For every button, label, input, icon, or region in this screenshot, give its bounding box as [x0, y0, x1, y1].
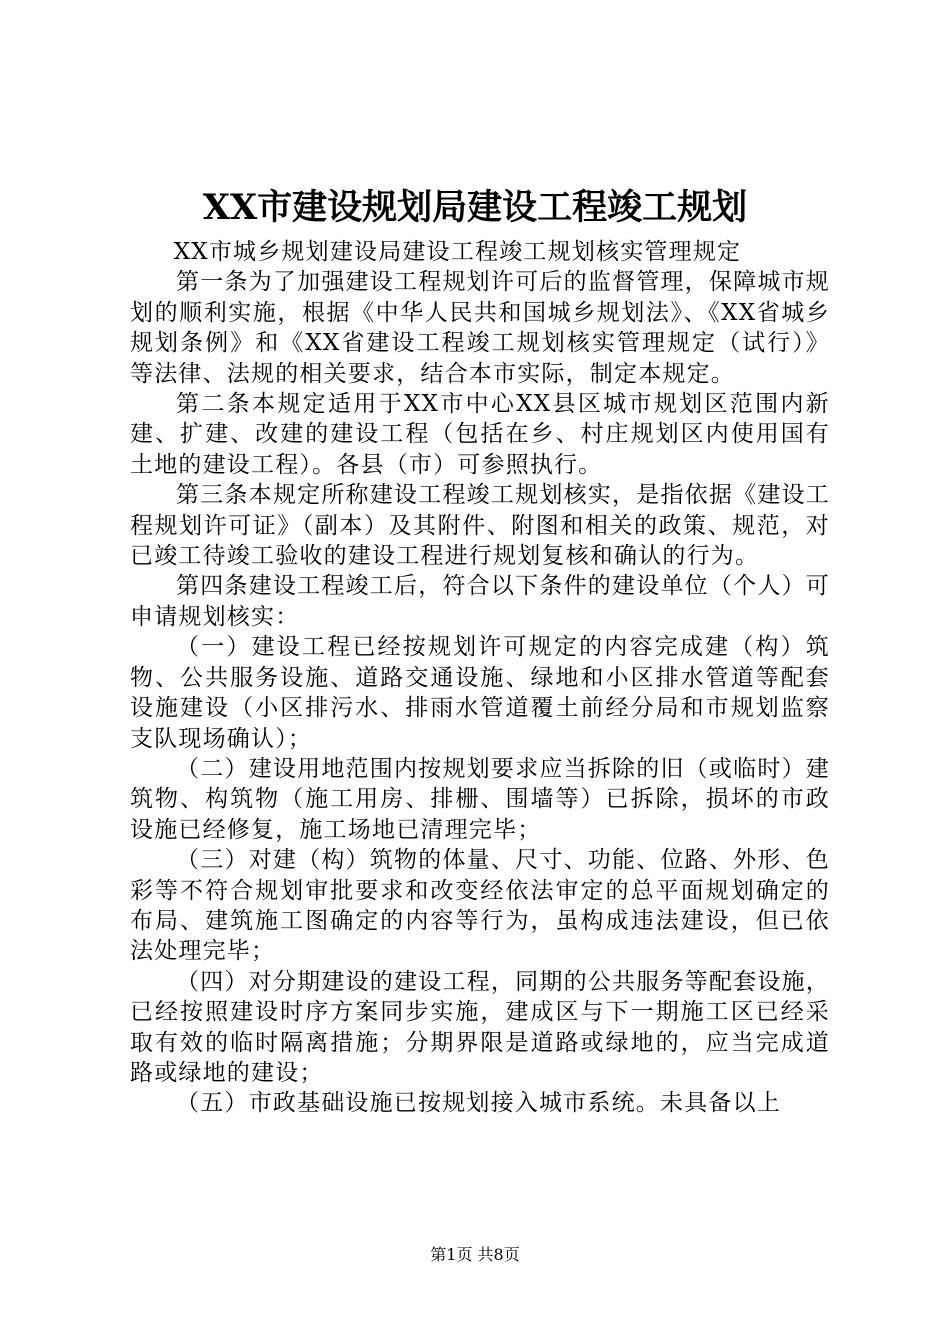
paragraph-item-4: （四）对分期建设的建设工程，同期的公共服务等配套设施，已经按照建设时序方案同步实施，建成区与下一期施工区已经采取有效的临时隔离措施；分期界限是道路或绿地的，应当完成道路或绿地的建设； — [130, 968, 830, 1086]
document-subtitle: XX市城乡规划建设局建设工程竣工规划核实管理规定 — [173, 239, 742, 265]
paragraph-article-4: 第四条建设工程竣工后，符合以下条件的建设单位（个人）可申请规划核实： — [130, 573, 830, 630]
document-body — [130, 237, 830, 1119]
paragraph-item-2: （二）建设用地范围内按规划要求应当拆除的旧（或临时）建筑物、构筑物（施工用房、排栅、围墙等）已拆除，损坏的市政设施已经修复，施工场地已清理完毕； — [130, 755, 830, 843]
paragraph-article-2: 第二条本规定适用于XX市中心XX县区城市规划区范围内新建、扩建、改建的建设工程（包括在乡、村庄规划区内使用国有土地的建设工程）。各县（市）可参照执行。 — [130, 391, 830, 478]
paragraph-article-3: 第三条本规定所称建设工程竣工规划核实，是指依据《建设工程规划许可证》（副本）及其附件、附图和相关的政策、规范，对已竣工待竣工验收的建设工程进行规划复核和确认的行为。 — [130, 482, 830, 570]
paragraph-item-1: （一）建设工程已经按规划许可规定的内容完成建（构）筑物、公共服务设施、道路交通设施、绿地和小区排水管道等配套设施建设（小区排污水、排雨水管道覆土前经分局和市规划监察支队现场确认）； — [130, 634, 830, 752]
paragraph-article-1: 第一条为了加强建设工程规划许可后的监督管理，保障城市规划的顺利实施，根据《中华人民共和国城乡规划法》、《XX省城乡规划条例》和《XX省建设工程竣工规划核实管理规定（试行）》等法律、法规的相关要求，结合本市实际，制定本规定。 — [130, 269, 830, 387]
paragraph-item-3: （三）对建（构）筑物的体量、尺寸、功能、位路、外形、色彩等不符合规划审批要求和改变经依法审定的总平面规划确定的布局、建筑施工图确定的内容等行为，虽构成违法建设，但已依法处理完毕； — [130, 847, 830, 965]
page-number-footer: 第1页 共8页 — [430, 1245, 520, 1264]
paragraph-item-5: （五）市政基础设施已按规划接入城市系统。未具备以上 — [176, 1090, 781, 1117]
document-title: XX市建设规划局建设工程竣工规划 — [202, 187, 748, 228]
